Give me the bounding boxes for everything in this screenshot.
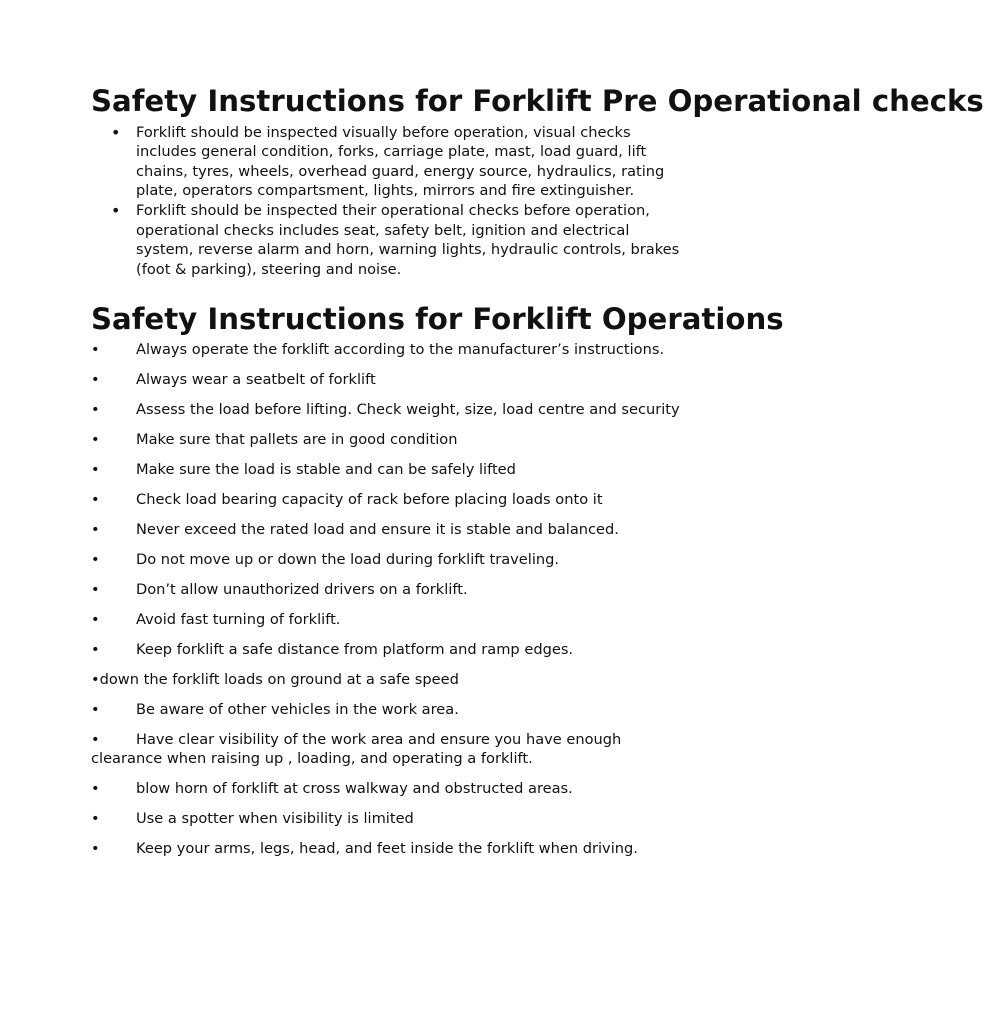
bullet-mark: • (91, 640, 100, 658)
list-item-text: Forklift should be inspected their operational checks before operation, operational checks includes seat, safety belt, ignition and electrical system, reverse alarm and horn, warning lights, hydraulic controls, brakes (foot & parking), steering and noise. (136, 201, 680, 278)
list-item (91, 730, 681, 769)
operations-list (91, 340, 681, 859)
bullet-mark: • (91, 700, 100, 718)
list-item (91, 700, 681, 720)
list-item-text: Use a spotter when visibility is limited (136, 810, 414, 828)
list-item (91, 580, 681, 600)
operations-heading: Safety Instructions for Forklift Operations (91, 302, 784, 337)
list-item (91, 123, 681, 201)
list-item (91, 640, 681, 660)
list-item-text: Check load bearing capacity of rack before placing loads onto it (136, 490, 603, 508)
list-item (91, 430, 681, 450)
list-item-text: Do not move up or down the load during forklift traveling. (136, 550, 560, 568)
bullet-mark: • (111, 200, 121, 220)
bullet-mark: • (91, 780, 100, 798)
bullet-mark: • (91, 340, 100, 358)
document-page (91, 84, 984, 869)
list-item-text: Keep your arms, legs, head, and feet inside the forklift when driving. (136, 840, 638, 858)
list-item (91, 400, 681, 420)
pre-operational-heading: Safety Instructions for Forklift Pre Operational checks (91, 84, 984, 118)
list-item-text: Always wear a seatbelt of forklift (136, 370, 376, 388)
bullet-mark: • (91, 460, 100, 478)
list-item-text: Avoid fast turning of forklift. (136, 610, 341, 628)
bullet-mark: • (91, 490, 100, 508)
list-item (91, 839, 681, 859)
list-item-text: Always operate the forklift according to the manufacturer’s instructions. (136, 340, 665, 358)
list-item (91, 779, 681, 799)
bullet-mark: • (91, 580, 100, 598)
bullet-mark: • (111, 122, 121, 142)
bullet-mark: • (91, 730, 100, 748)
list-item-text: Make sure the load is stable and can be safely lifted (136, 460, 516, 478)
list-item (91, 340, 681, 360)
pre-operational-list (91, 123, 681, 280)
list-item-text: Never exceed the rated load and ensure it is stable and balanced. (136, 520, 619, 538)
list-item (91, 809, 681, 829)
list-item-text: Make sure that pallets are in good condition (136, 430, 458, 448)
list-item (91, 670, 681, 690)
list-item-text: Don’t allow unauthorized drivers on a forklift. (136, 580, 468, 598)
bullet-mark: • (91, 400, 100, 418)
list-item-text: Forklift should be inspected visually before operation, visual checks includes general condition, forks, carriage plate, mast, load guard, lift chains, tyres, wheels, overhead guard, energy source, hydraulics, rating plate, operators compartsment, lights, mirrors and fire extinguisher. (136, 123, 665, 200)
bullet-mark: • (91, 370, 100, 388)
bullet-mark: • (91, 430, 100, 448)
bullet-mark: • (91, 520, 100, 538)
bullet-mark: • (91, 840, 100, 858)
list-item-text: Assess the load before lifting. Check weight, size, load centre and security (136, 400, 680, 418)
list-item-text: Keep forklift a safe distance from platform and ramp edges. (136, 640, 574, 658)
list-item (91, 201, 681, 279)
bullet-mark: • (91, 610, 100, 628)
list-item (91, 370, 681, 390)
list-item (91, 490, 681, 510)
bullet-mark: • (91, 670, 100, 688)
bullet-mark: • (91, 810, 100, 828)
list-item (91, 550, 681, 570)
bullet-mark: • (91, 550, 100, 568)
list-item-text: Be aware of other vehicles in the work area. (136, 700, 459, 718)
list-item-text: blow horn of forklift at cross walkway and obstructed areas. (136, 780, 573, 798)
list-item (91, 610, 681, 630)
list-item (91, 460, 681, 480)
list-item (91, 520, 681, 540)
list-item-text: Have clear visibility of the work area and ensure you have enough clearance when raising up , loading, and operating a forklift. (91, 730, 622, 768)
list-item-text: down the forklift loads on ground at a safe speed (99, 670, 459, 688)
